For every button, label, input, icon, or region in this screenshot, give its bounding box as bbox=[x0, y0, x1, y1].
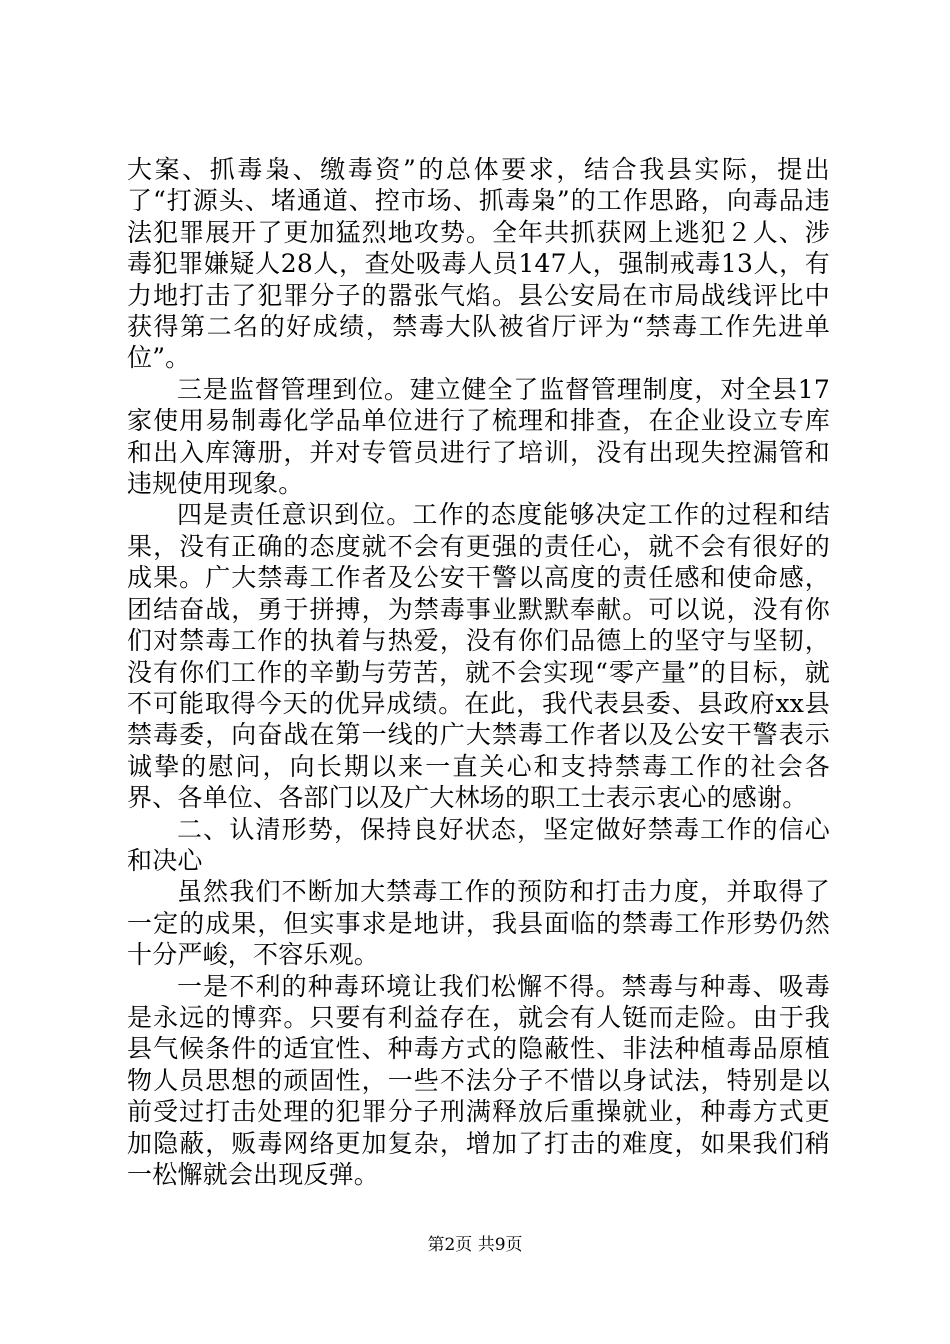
paragraph-environment: 一是不利的种毒环境让我们松懈不得。禁毒与种毒、吸毒是永远的博弈。只要有利益存在，就会有人铤而走险。由于我县气候条件的适宜性、种毒方式的隐蔽性、非法种植毒品原植物人员思想的顽固性，一些不法分子不惜以身试法，特别是以前受过打击处理的犯罪分子刑满释放后重操就业，种毒方式更加隐蔽，贩毒网络更加复杂，增加了打击的难度，如果我们稍一松懈就会出现反弹。 bbox=[127, 971, 830, 1189]
paragraph-supervision: 三是监督管理到位。建立健全了监督管理制度，对全县17家使用易制毒化学品单位进行了梳理和排查，在企业设立专库和出入库簿册，并对专管员进行了培训，没有出现失控漏管和违规使用现象。 bbox=[127, 374, 830, 499]
section-heading: 二、认清形势，保持良好状态，坚定做好禁毒工作的信心和决心 bbox=[127, 814, 830, 875]
document-body bbox=[127, 154, 830, 1190]
page-number-label: 第2页 共9页 bbox=[427, 1235, 523, 1255]
page-footer bbox=[0, 1234, 950, 1256]
paragraph-situation: 虽然我们不断加大禁毒工作的预防和打击力度，并取得了一定的成果，但实事求是地讲，我县面临的禁毒工作形势仍然十分严峻，不容乐观。 bbox=[127, 877, 830, 970]
paragraph-responsibility: 四是责任意识到位。工作的态度能够决定工作的过程和结果，没有正确的态度就不会有更强的责任心，就不会有很好的成果。广大禁毒工作者及公安干警以高度的责任感和使命感，团结奋战，勇于拼搏，为禁毒事业默默奉献。可以说，没有你们对禁毒工作的执着与热爱，没有你们品德上的坚守与坚韧，没有你们工作的辛勤与劳苦，就不会实现“零产量”的目标，就不可能取得今天的优异成绩。在此，我代表县委、县政府xx县禁毒委，向奋战在第一线的广大禁毒工作者以及公安干警表示诚挚的慰问，向长期以来一直关心和支持禁毒工作的社会各界、各单位、各部门以及广大林场的职工士表示衷心的感谢。 bbox=[127, 500, 830, 813]
paragraph-continuation: 大案、抓毒枭、缴毒资”的总体要求，结合我县实际，提出了“打源头、堵通道、控市场、抓毒枭”的工作思路，向毒品违法犯罪展开了更加猛烈地攻势。全年共抓获网上逃犯２人、涉毒犯罪嫌疑人28人，查处吸毒人员147人，强制戒毒13人，有力地打击了犯罪分子的嚣张气焰。县公安局在市局战线评比中获得第二名的好成绩，禁毒大队被省厅评为“禁毒工作先进单位”。 bbox=[127, 155, 830, 373]
